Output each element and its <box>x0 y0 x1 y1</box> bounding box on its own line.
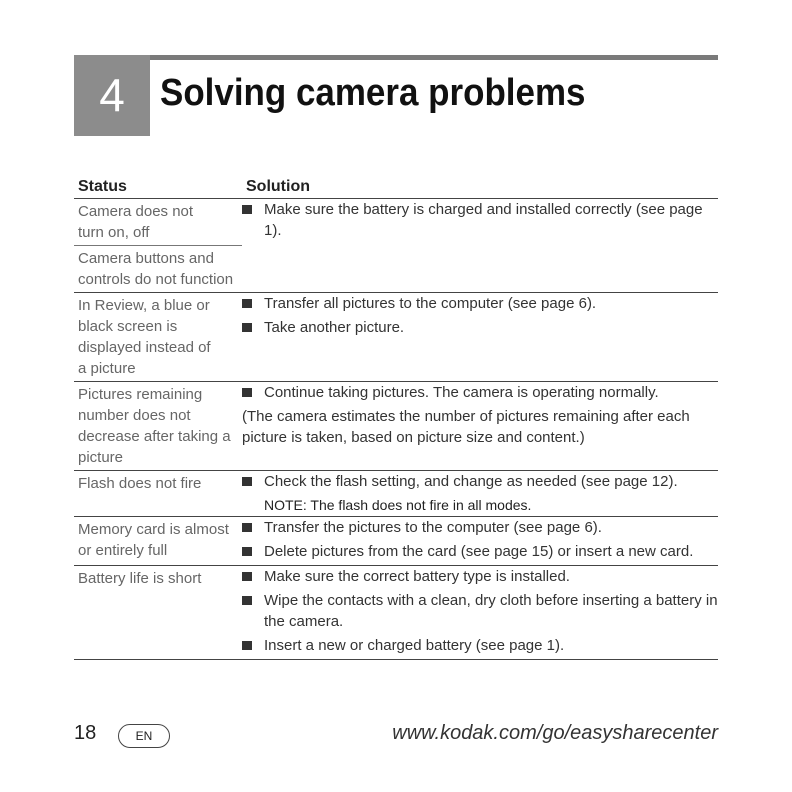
solution-item <box>242 382 718 403</box>
status-cell <box>74 293 242 382</box>
solution-text: Transfer the pictures to the computer (see page 6). <box>264 519 602 536</box>
solution-item <box>242 566 718 587</box>
solution-cell <box>242 293 718 382</box>
status-cell <box>74 471 242 517</box>
bullet-square-icon <box>242 477 252 486</box>
status-text: Camera buttons and controls do not function <box>74 245 242 292</box>
solution-text: Make sure the correct battery type is installed. <box>264 568 570 585</box>
solution-cell <box>242 199 718 293</box>
bullet-square-icon <box>242 523 252 532</box>
solution-cell <box>242 517 718 566</box>
status-cell <box>74 566 242 660</box>
solution-cell <box>242 566 718 660</box>
status-text: Pictures remaining number does not decrease after taking a picture <box>78 386 231 466</box>
page-title: Solving camera problems <box>160 72 586 114</box>
bullet-square-icon <box>242 641 252 650</box>
status-cell <box>74 517 242 566</box>
table-body <box>74 199 718 660</box>
table-row <box>74 199 718 293</box>
solution-text: Make sure the battery is charged and installed correctly (see page 1). <box>264 201 703 239</box>
solution-item <box>242 199 718 241</box>
status-text: Camera does not turn on, off <box>78 203 194 241</box>
solution-item <box>242 517 718 538</box>
solution-text: Transfer all pictures to the computer (see page 6). <box>264 295 597 312</box>
page-number: 18 <box>74 722 97 744</box>
status-text: Flash does not fire <box>78 475 202 492</box>
solution-text: Insert a new or charged battery (see page 1). <box>264 637 565 654</box>
solution-text: Check the flash setting, and change as needed (see page 12). <box>264 473 678 490</box>
solution-item <box>242 635 718 656</box>
status-text: In Review, a blue or black screen is displayed instead of a picture <box>78 297 211 377</box>
status-cell <box>74 382 242 471</box>
troubleshooting-table <box>74 172 718 660</box>
table-row <box>74 566 718 660</box>
solution-cell <box>242 382 718 471</box>
header-rule <box>150 55 718 60</box>
solution-item <box>242 293 718 314</box>
chapter-number-badge: 4 <box>74 55 150 136</box>
bullet-square-icon <box>242 388 252 397</box>
solution-text: Continue taking pictures. The camera is operating normally. <box>264 384 659 401</box>
solution-item <box>242 590 718 632</box>
solution-text: Delete pictures from the card (see page 15) or insert a new card. <box>264 543 694 560</box>
support-url[interactable]: www.kodak.com/go/easysharecenter <box>392 722 718 744</box>
bullet-square-icon <box>242 299 252 308</box>
bullet-square-icon <box>242 323 252 332</box>
bullet-square-icon <box>242 205 252 214</box>
solution-item <box>242 317 718 338</box>
status-column-header: Status <box>74 172 242 199</box>
bullet-square-icon <box>242 572 252 581</box>
table-row <box>74 471 718 517</box>
table-row <box>74 517 718 566</box>
language-badge: EN <box>118 724 170 748</box>
solution-item <box>242 541 718 562</box>
status-text: Battery life is short <box>78 570 202 587</box>
solution-note: NOTE: The flash does not fire in all modes. <box>264 497 532 513</box>
solution-item <box>242 471 718 492</box>
table-row <box>74 293 718 382</box>
table-row <box>74 382 718 471</box>
table-header-row <box>74 172 718 199</box>
solution-text: Take another picture. <box>264 319 405 336</box>
status-cell <box>74 199 242 293</box>
solution-column-header: Solution <box>242 172 718 199</box>
bullet-square-icon <box>242 547 252 556</box>
solution-explanation: (The camera estimates the number of pictures remaining after each picture is taken, based on picture size and content.) <box>242 408 690 446</box>
solution-text: Wipe the contacts with a clean, dry cloth before inserting a battery in the camera. <box>264 592 718 630</box>
bullet-square-icon <box>242 596 252 605</box>
solution-cell <box>242 471 718 517</box>
status-text: Memory card is almost or entirely full <box>78 521 229 559</box>
